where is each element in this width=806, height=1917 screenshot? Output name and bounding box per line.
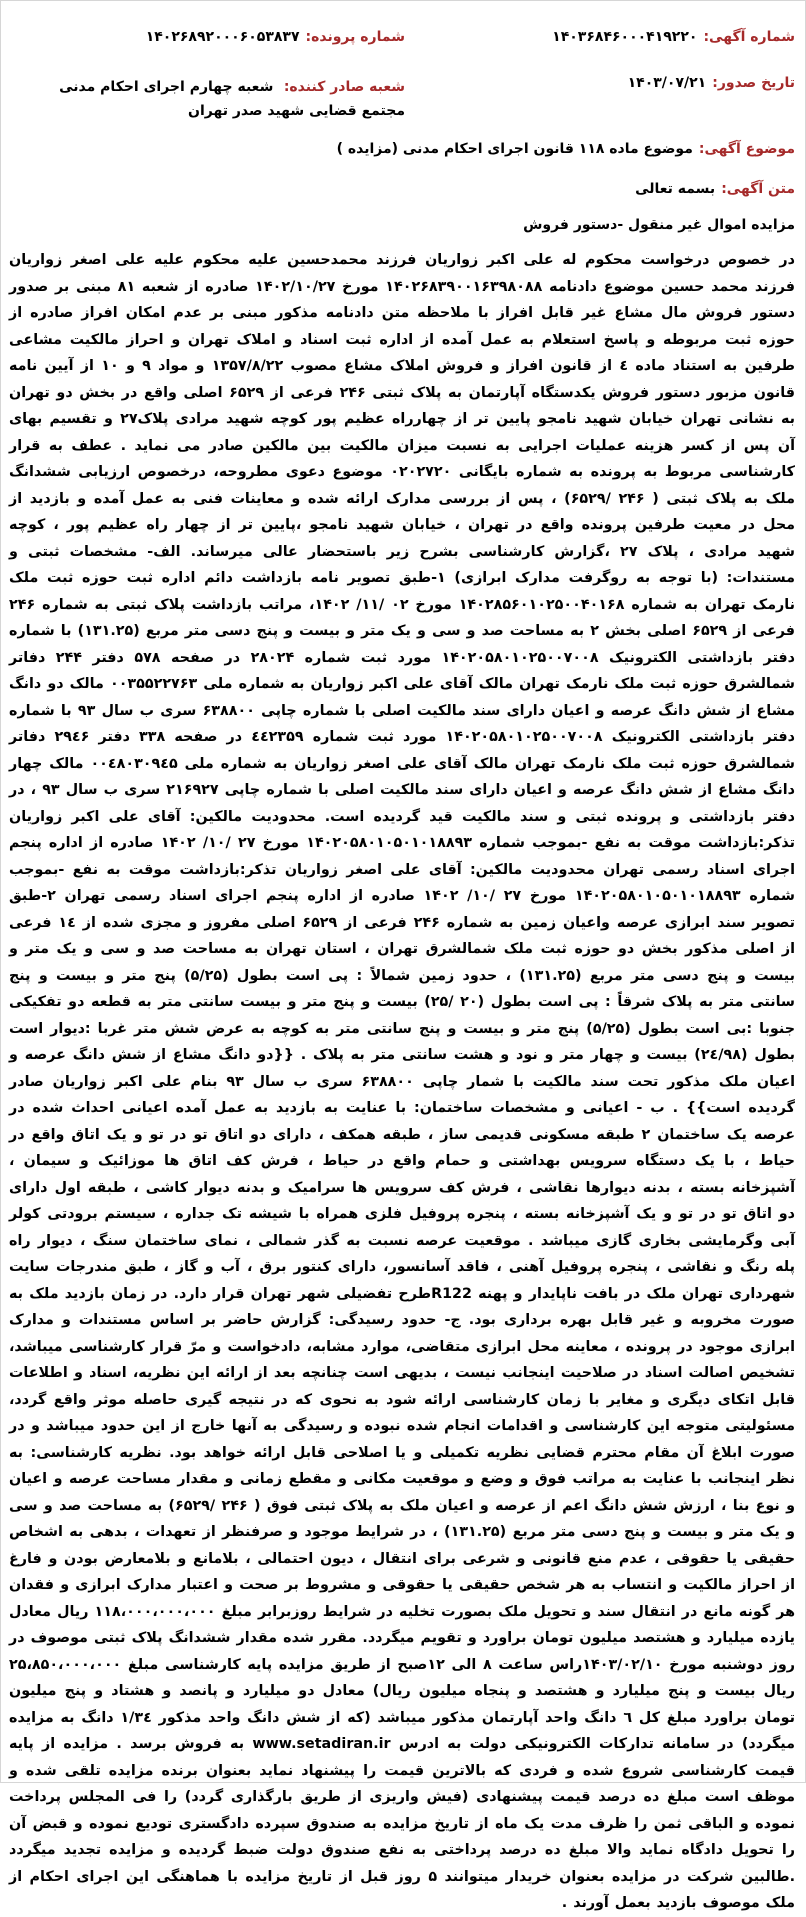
issue-date-label: تاریخ صدور:: [712, 75, 795, 91]
subject-label: موضوع آگهی:: [698, 141, 795, 157]
notice-body-text: در خصوص درخواست محکوم له علی اکبر زواریان فرزند محمدحسین علیه محکوم علیه علی اصغر زواریان فرزند محمد حسین موضوع دادنامه ۱۴۰۲۶۸۳۹۰۰۱۶۳۹۸۰۸۸ مورخ ۱۴۰۲/۱۰/۲۷ صادره از شعبه ۸۱ مبنی بر صدور دستور فروش مال مشاع غیر قابل افراز با ملاحظه متن دادنامه مذکور مبنی بر عدم امکان افراز صادره از حوزه ثبت مربوطه و پاسخ استعلام به عمل آمده از اداره ثبت اسناد و املاک تهران و احراز مالکیت مشاعی طرفین به استناد ماده ٤ از قانون افراز و فروش املاک مشاع مصوب ۱۳۵۷/۸/۲۲ و مواد ۹ و ۱۰ از آیین نامه قانون مزبور دستور فروش یکدستگاه آپارتمان به پلاک ثبتی ۲۴۶ فرعی از ۶۵۲۹ اصلی واقع در بخش دو تهران به نشانی تهران خیابان شهید نامجو پایین تر از چهارراه عظیم پور کوچه شهید مرادی پلاک۲۷ و تقسیم بهای آن پس از کسر هزینه عملیات اجرایی به نسبت میزان مالکیت بین مالکین صادر می نماید . عطف به قرار کارشناسی مربوط به پرونده به شماره بایگانی ۰۲۰۲۷۲۰ موضوع دعوی مطروحه، درخصوص ارزیابی ششدانگ ملک به پلاک ثبتی ( ۲۴۶ /۶۵۲۹) ، پس از بررسی مدارک ارائه شده و معاینات فنی به عمل آمده و بازدید از محل در معیت طرفین پرونده واقع در تهران ، خیابان شهید نامجو ،پایین تر از چهار راه عظیم پور ، کوچه شهید مرادی ، پلاک ۲۷ ،گزارش کارشناسی بشرح زیر باستحضار عالی میرساند. الف- مشخصات ثبتی و مستندات: (با توجه به روگرفت مدارک ابرازی) ۱-طبق تصویر نامه بازداشت دائم اداره ثبت حوزه ثبت ملک نارمک تهران به شماره ۱۴۰۲۸۵۶۰۱۰۲۵۰۰۴۰۱۶۸ مورخ ۰۲ /۱۱/ ۱۴۰۲، مراتب بازداشت پلاک ثبتی به شماره ۲۴۶ فرعی از ۶۵۲۹ اصلی بخش ۲ به مساحت صد و سی و یک متر و بیست و پنج دسی متر مربع (۱۳۱.۲۵) با شماره دفتر بازداشتی الکترونیک ۱۴۰۲۰۵۸۰۱۰۲۵۰۰۷۰۰۸ مورد ثبت شماره ۲۸۰۲۴ در صفحه ۵۷۸ دفتر ۲۴۴ دفاتر شمالشرق حوزه ثبت ملک نارمک تهران مالک آقای علی اکبر زواریان به شماره ملی ۰۰۳۵۵۲۲۷۶۳ مالک دو دانگ مشاع از شش دانگ عرصه و اعیان دارای سند مالکیت اصلی با شماره چاپی ۶۳۸۸۰۰ سری ب سال ۹۳ با شماره دفتر بازداشتی الکترونیک ۱۴۰۲۰۵۸۰۱۰۲۵۰۰۷۰۰۸ مورد ثبت شماره ٤٤٢٣۵۹ در صفحه ۳۳۸ دفتر ۲۹٤۶ دفاتر شمالشرق حوزه ثبت ملک نارمک تهران مالک آقای علی اصغر زواریان به شماره ملی ۰۰٤۸۰۳۰۹٤۵ مالک چهار دانگ مشاع از شش دانگ عرصه و اعیان دارای سند مالکیت اصلی با شماره چاپی ۲۱۶۹۲۷ سری ب سال ۹۳ ، در دفتر بازداشتی و پرونده ثبتی و سند مالکیت قید گردیده است. محدودیت مالکین: آقای علی اکبر زواریان تذکر:بازداشت موقت به نفع -بموجب شماره ۱۴۰۲۰۵۸۰۱۰۵۰۱۰۱۸۸۹۳ مورخ ۲۷ /۱۰/ ۱۴۰۲ صادره از اداره پنجم اجرای اسناد رسمی تهران محدودیت مالکین: آقای علی اصغر زواریان تذکر:بازداشت موقت به نفع -بموجب شماره ۱۴۰۲۰۵۸۰۱۰۵۰۱۰۱۸۸۹۳ مورخ ۲۷ /۱۰/ ۱۴۰۲ صادره از اداره پنجم اجرای اسناد رسمی تهران ۲-طبق تصویر سند ابرازی عرصه واعیان زمین به شماره ۲۴۶ فرعی از ۶۵۲۹ اصلی مفروز و مجزی شده از ۱٤ فرعی از اصلی مذکور بخش دو حوزه ثبت ملک شمالشرق تهران ، استان تهران به مساحت صد و سی و یک متر و بیست و پنج دسی متر مربع (۱۳۱.۲۵) ، حدود زمین شمالاً : پی است بطول (۵/۲۵) پنج متر و بیست و پنج سانتی متر به پلاک شرقاً : پی است بطول (۲۰ /۲۵) بیست و پنج متر و بیست سانتی متر به قطعه دو تفکیکی جنوبا :بی است بطول (۵/۲۵) پنج متر و بیست و پنج سانتی متر به کوچه به عرض شش متر غربا :دیوار است بطول (۲٤/۹۸) بیست و چهار متر و نود و هشت سانتی متر به پلاک . {{دو دانگ مشاع از شش دانگ عرصه و اعیان ملک مذکور تحت سند مالکیت با شمار چاپی ۶۳۸۸۰۰ سری ب سال ۹۳ بنام علی اکبر زواریان صادر گردیده است}} . ب - اعیانی و مشخصات ساختمان: با عنایت به بازدید به عمل آمده اعیانی احداث شده در عرصه یک ساختمان ۲ طبقه مسکونی قدیمی ساز ، طبقه همکف ، دارای دو اتاق تو در تو و یک اتاق واقع در حیاط ، با یک دستگاه سرویس بهداشتی و حمام واقع در حیاط ، فرش کف اتاق ها موزائیک و سیمان ، آشپزخانه بسته ، بدنه دیوارها نقاشی ، فرش کف سرویس ها سرامیک و بدنه دیوار کاشی ، طبقه اول دارای دو اتاق تو در تو و یک آشپزخانه بسته ، پنجره پروفیل فلزی همراه با شیشه تک جداره ، سیستم برودتی کولر آبی وگرمایشی بخاری گازی میباشد . موقعیت عرصه نسبت به گذر شمالی ، نمای ساختمان سنگ ، دیوار راه پله رنگ و نقاشی ، پنجره پروفیل آهنی ، فاقد آسانسور، دارای کنتور برق ، آب و گاز ، طبق مندرجات سایت شهرداری تهران ملک در بافت ناپایدار و پهنه R122طرح تفضیلی شهر تهران قرار دارد. در زمان بازدید ملک به صورت مخروبه و غیر قابل بهره برداری بود. ج- حدود رسیدگی: گزارش حاضر بر اساس مستندات و مدارک ابرازی موجود در پرونده ، معاینه محل ابرازی متقاضی، موارد مشابه، دادخواست و مرّ قرار کارشناسی میباشد، تشخیص اصالت اسناد در صلاحیت اینجانب نیست ، بدیهی است چنانچه بعد از ارائه این نظریه، اسناد و اطلاعات قابل اتکای دیگری و مغایر با زمان کارشناسی ارائه شود به نحوی که در نتیجه گیری حاصله موثر واقع گردد، مسئولیتی متوجه این کارشناسی و اقدامات انجام شده نبوده و رسیدگی به آنها خارج از این حدود میباشد و در صورت ابلاغ آن مقام محترم قضایی نظریه تکمیلی و یا اصلاحی قابل ارائه خواهد بود. نظریه کارشناسی: به نظر اینجانب با عنایت به مراتب فوق و وضع و موقعیت مکانی و مقطع زمانی و مقدار مساحت عرصه و اعیان و نوع بنا ، ارزش شش دانگ اعم از عرصه و اعیان ملک به پلاک ثبتی فوق ( ۲۴۶ /۶۵۲۹) به مساحت صد و سی و یک متر و بیست و پنج دسی متر مربع (۱۳۱.۲۵) ، در شرایط موجود و صرفنظر از تعهدات ، بدهی به اشخاص حقیقی یا حقوقی ، عدم منع قانونی و شرعی برای انتقال ، دیون احتمالی ، بلامانع و بلامعارض بودن و فارغ از احراز مالکیت و انتساب به هر شخص حقیقی یا حقوقی و مشروط بر صحت و اعتبار مدارک ابرازی و فقدان هر گونه مانع در انتقال سند و تحویل ملک بصورت تخلیه در شرایط روزبرابر مبلغ ۱۱۸،۰۰۰،۰۰۰،۰۰۰ ریال معادل یازده میلیارد و هشتصد میلیون تومان براورد و تقویم میگردد. مقرر شده مقدار ششدانگ پلاک ثبتی موصوف در روز دوشنبه مورخ ۱۴۰۳/۰۲/۱۰راس ساعت ۸ الی ۱۲صبح از طریق مزایده پایه کارشناسی مبلغ ۲۵،۸۵۰،۰۰۰،۰۰۰ ریال بیست و پنج میلیارد و هشتصد و پنجاه میلیون ریال) معادل دو میلیارد و پانصد و هشتاد و پنج میلیون تومان براورد مبلغ کل ٦ دانگ واحد آپارتمان مذکور میباشد (که از شش دانگ واحد مذکور ۱/۳٤ دانگ به مزایده میگردد) در سامانه تدارکات الکترونیکی دولت به ادرس www.setadiran.ir به فروش برسد . مزایده از پایه قیمت کارشناسی شروع شده و فردی که بالاترین قیمت را پیشنهاد نماید بعنوان برنده مزایده تلقی شده و موظف است مبلغ ده درصد قیمت پیشنهادی (فیش واریزی از طریق بارگذاری گردد) را فی المجلس پرداخت نموده و الباقی ثمن را ظرف مدت یک ماه از تاریخ مزایده به صندوق سپرده دادگستری تودیع نموده و قبض آن را تحویل دادگاه نماید والا مبلغ ده درصد پرداختی به نفع صندوق دولت ضبط گردیده و مزایده تجدید میگردد .طالبین شرکت در مزایده بعنوان خریدار میتوانند ۵ روز قبل از تاریخ مزایده با هماهنگی این اجرای احکام از ملک موصوف بازدید بعمل آورند .: [9, 252, 796, 1911]
case-number-value: ۱۴۰۲۶۸۹۲۰۰۰۶۰۵۳۸۳۷: [145, 29, 300, 45]
notice-number-value: ۱۴۰۳۶۸۴۶۰۰۰۴۱۹۲۲۰: [552, 29, 698, 45]
notice-text-intro: بسمه تعالی: [635, 181, 716, 197]
auction-title: مزایده اموال غیر منقول -دستور فروش: [523, 217, 795, 233]
notice-text-label: متن آگهی:: [721, 181, 795, 197]
notice-text-field: [635, 181, 795, 197]
subject-field: [337, 141, 795, 157]
issue-date-field: [628, 75, 795, 91]
header-top-row: [1, 29, 805, 51]
notice-number-field: [552, 29, 795, 45]
case-number-label: شماره پرونده:: [305, 29, 405, 45]
subject-value: موضوع ماده ۱۱۸ قانون اجرای احکام مدنی (مزایده ): [336, 141, 693, 157]
case-number-field: [146, 29, 405, 45]
notice-number-label: شماره آگهی:: [703, 29, 795, 45]
issuer-label: شعبه صادر کننده:: [283, 79, 405, 95]
issue-date-value: ۱۴۰۳/۰۷/۲۱: [627, 75, 707, 91]
issuer-value: شعبه چهارم اجرای احکام مدنی مجتمع قضایی شهید صدر تهران: [59, 79, 405, 119]
issuer-field: [35, 75, 405, 123]
